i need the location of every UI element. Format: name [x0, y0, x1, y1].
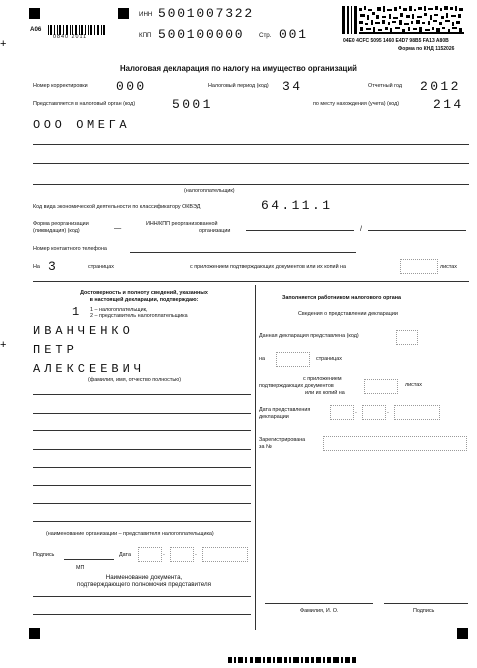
registration-cross-mid: +: [0, 339, 7, 351]
signature-label: Подпись: [33, 552, 55, 558]
right-date-month-box[interactable]: [362, 405, 386, 420]
okved-value: 64.11.1: [261, 198, 333, 213]
rep-line-6: [33, 485, 251, 486]
authority-label: Представляется в налоговый орган (код): [33, 101, 136, 107]
right-attach-2: подтверждающих документов: [259, 383, 334, 389]
date-month-box[interactable]: [170, 547, 194, 562]
date-day-box[interactable]: [138, 547, 162, 562]
registration-cross-top: +: [0, 38, 7, 50]
rep-line-4: [33, 449, 251, 450]
authority-value: 5001: [172, 97, 213, 112]
section-divider-top: [33, 281, 469, 282]
right-signature-line: [384, 603, 468, 604]
tax-office-title: Заполняется работником налогового органа: [282, 295, 402, 301]
right-date-label-2: декларации: [259, 414, 289, 420]
qr-code-text: 04E0 4CFC 5095 1460 E4D7 98B5 FA13 A80B: [343, 38, 449, 44]
signer-surname: ИВАНЧЕНКО: [33, 324, 134, 338]
presented-label: Данная декларация представлена (код): [259, 333, 359, 339]
reorg-slash: /: [360, 224, 362, 233]
rep-line-7: [33, 503, 251, 504]
signer-patronymic: АЛЕКСЕЕВИЧ: [33, 362, 146, 376]
organization-caption: (налогоплательщик): [184, 188, 235, 194]
signer-first-name: ПЕТР: [33, 343, 78, 357]
reorg-form-value: —: [114, 223, 122, 232]
reorg-kpp-line: [368, 230, 466, 231]
signature-line: [64, 559, 114, 560]
right-pages-label: страницах: [316, 356, 342, 362]
date-dot-2: .: [195, 550, 197, 557]
sheets-label: листах: [440, 264, 457, 270]
right-attach-3: или их копий на: [305, 390, 345, 396]
confirm-title-1: Достоверность и полноту сведений, указанных: [80, 290, 208, 296]
year-value: 2012: [420, 79, 461, 94]
period-value: 34: [282, 79, 303, 94]
corner-marker-bottom-left: [29, 628, 40, 639]
right-fio-line: [265, 603, 373, 604]
inn-value: 5001007322: [158, 6, 255, 21]
right-date-dot-2: .: [387, 408, 389, 415]
attachments-label: с приложением подтверждающих документов или их копий на: [190, 264, 347, 270]
mp-label: МП: [76, 565, 85, 571]
reorg-form-label-1: Форма реорганизации: [33, 221, 89, 227]
doc-caption-1: Наименование документа,: [105, 574, 183, 581]
okved-label: Код вида экономической деятельности по классификатору ОКВЭД: [33, 204, 201, 210]
org-line-3: [33, 184, 469, 185]
right-fio-label: Фамилия, И. О.: [300, 608, 339, 614]
signer-option-1: 1 – налогоплательщик,: [90, 307, 148, 313]
pages-count: 3: [48, 259, 59, 274]
form-code: A06: [30, 26, 42, 33]
right-attach-1: с приложением: [303, 376, 342, 382]
knd-label: Форма по КНД 1152026: [398, 46, 455, 52]
reorg-form-label-2: (ликвидация) (код): [33, 228, 80, 234]
right-date-day-box[interactable]: [330, 405, 354, 420]
rep-line-3: [33, 430, 251, 431]
location-label: по месту нахождения (учета) (код): [313, 101, 400, 107]
fio-caption: (фамилия, имя, отчество полностью): [88, 377, 181, 383]
doc-line-2: [33, 614, 251, 615]
corner-marker-top-mid: [118, 8, 129, 19]
rep-caption: (наименование организации – представителя налогоплательщика): [46, 531, 214, 537]
registration-number-box[interactable]: [323, 436, 467, 451]
right-pages-box[interactable]: [276, 352, 310, 367]
reorg-inn-label-2: организации: [199, 228, 231, 234]
organization-name: ООО ОМЕГА: [33, 118, 131, 132]
rep-line-1: [33, 394, 251, 395]
kpp-label: КПП: [139, 32, 152, 39]
correction-label: Номер корректировки: [33, 83, 88, 89]
tax-office-subtitle: Сведения о представлении декларации: [298, 311, 398, 317]
qr-barcode: [342, 6, 464, 34]
section-divider-vertical: [255, 285, 256, 630]
inn-label: ИНН: [139, 11, 153, 18]
phone-line: [130, 252, 356, 253]
right-date-year-box[interactable]: [394, 405, 440, 420]
pages-on-label: На: [33, 264, 40, 270]
right-date-label-1: Дата представления: [259, 407, 311, 413]
presented-code-box[interactable]: [396, 330, 418, 345]
corner-marker-bottom-right: [457, 628, 468, 639]
registered-label-1: Зарегистрирована: [259, 437, 306, 443]
page-title: Налоговая декларация по налогу на имущество организаций: [120, 64, 357, 73]
signer-code: 1: [72, 305, 80, 319]
bottom-barcode: [228, 650, 358, 656]
rep-line-5: [33, 467, 251, 468]
org-line-2: [33, 163, 469, 164]
location-value: 214: [433, 97, 464, 112]
right-on-label: на: [259, 356, 265, 362]
right-signature-label: Подпись: [413, 608, 435, 614]
corner-marker-top-left: [29, 8, 40, 19]
rep-line-2: [33, 413, 251, 414]
page-value: 001: [279, 27, 308, 42]
org-line-1: [33, 144, 469, 145]
kpp-value: 500100000: [158, 27, 245, 42]
attachments-sheets-box[interactable]: [400, 259, 438, 274]
rep-line-8: [33, 521, 251, 522]
doc-line-1: [33, 596, 251, 597]
barcode-digits: 0840 2011: [53, 34, 88, 40]
year-label: Отчетный год: [368, 83, 402, 89]
registered-label-2: за №: [259, 444, 272, 450]
correction-value: 000: [116, 79, 147, 94]
date-year-box[interactable]: [202, 547, 248, 562]
date-dot-1: .: [163, 550, 165, 557]
page-label: Стр.: [259, 32, 272, 39]
date-label: Дата: [119, 552, 131, 558]
reorg-inn-line: [246, 230, 354, 231]
doc-caption-2: подтверждающего полномочия представителя: [77, 581, 211, 588]
reorg-inn-label-1: ИНН/КПП реорганизованной: [146, 221, 218, 227]
phone-label: Номер контактного телефона: [33, 246, 107, 252]
right-sheets-box[interactable]: [364, 379, 398, 394]
confirm-title-2: в настоящей декларации, подтверждаю:: [89, 297, 199, 303]
pages-label: страницах: [88, 264, 114, 270]
form-barcode: [48, 22, 106, 32]
right-sheets-label: листах: [405, 382, 422, 388]
period-label: Налоговый период (код): [208, 83, 269, 89]
right-date-dot-1: .: [355, 408, 357, 415]
signer-option-2: 2 – представитель налогоплательщика: [90, 313, 188, 319]
